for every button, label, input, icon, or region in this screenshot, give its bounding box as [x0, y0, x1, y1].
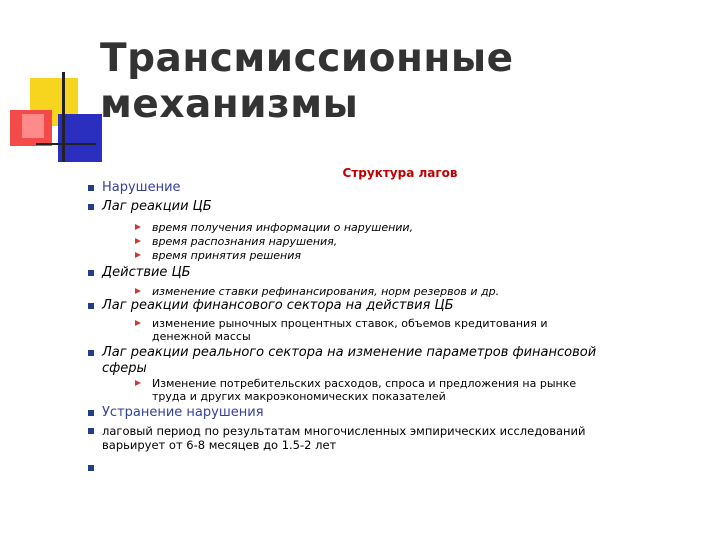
list-item-text-line1: изменение рыночных процентных ставок, объемов кредитования и [152, 317, 548, 330]
slide-title-line2: механизмы [100, 82, 359, 127]
logo-decoration [0, 0, 110, 170]
list-item-text: время получения информации о нарушении, [152, 221, 414, 234]
list-item-text: Устранение нарушения [102, 405, 264, 420]
list-item [152, 221, 720, 234]
list-item [152, 377, 720, 403]
list-item-text-line2: денежной массы [152, 330, 251, 343]
logo-vertical-line [62, 72, 65, 162]
list-item-text-line2: сферы [102, 361, 147, 376]
list-item-text: Нарушение [102, 180, 181, 195]
arrow-bullet-icon [135, 224, 141, 230]
square-bullet-icon [88, 410, 94, 416]
arrow-bullet-icon [135, 380, 141, 386]
list-item [152, 249, 720, 262]
list-item-text: Действие ЦБ [102, 265, 191, 280]
square-bullet-icon [88, 204, 94, 210]
list-item [152, 285, 720, 298]
square-bullet-icon [88, 185, 94, 191]
arrow-bullet-icon [135, 288, 141, 294]
logo-horizontal-line [36, 143, 96, 145]
list-item-text-line1: Изменение потребительских расходов, спроса и предложения на рынке [152, 377, 577, 390]
list-item-text: время распознания нарушения, [152, 235, 338, 248]
list-item [102, 265, 692, 281]
list-item-text: Лаг реакции финансового сектора на действия ЦБ [102, 298, 454, 313]
slide-title-line1: Трансмиссионные [100, 36, 514, 81]
list-item [102, 405, 692, 421]
list-item [152, 317, 720, 343]
list-item [102, 424, 692, 452]
slide-title [100, 36, 700, 128]
list-item-text: изменение ставки рефинансирования, норм резервов и др. [152, 285, 500, 298]
list-item-text-line2: труда и других макроэкономических показателей [152, 390, 446, 403]
arrow-bullet-icon [135, 252, 141, 258]
slide-subtitle: Структура лагов [342, 166, 458, 180]
list-item-text-line2: варьирует от 6-8 месяцев до 1.5-2 лет [102, 438, 337, 452]
list-item [102, 199, 692, 215]
list-item [102, 298, 692, 314]
arrow-bullet-icon [135, 238, 141, 244]
list-item [102, 180, 692, 196]
list-item [102, 345, 692, 377]
list-item-text: время принятия решения [152, 249, 301, 262]
square-bullet-icon [88, 270, 94, 276]
list-item-text-line1: Лаг реакции реального сектора на изменение параметров финансовой [102, 345, 597, 360]
logo-red-highlight [22, 114, 44, 138]
list-item-text-line1: лаговый период по результатам многочисленных эмпирических исследований [102, 424, 586, 438]
square-bullet-icon [88, 350, 94, 356]
square-bullet-icon [88, 465, 94, 471]
square-bullet-icon [88, 303, 94, 309]
list-item [152, 235, 720, 248]
square-bullet-icon [88, 428, 94, 434]
arrow-bullet-icon [135, 320, 141, 326]
list-item-text: Лаг реакции ЦБ [102, 199, 212, 214]
